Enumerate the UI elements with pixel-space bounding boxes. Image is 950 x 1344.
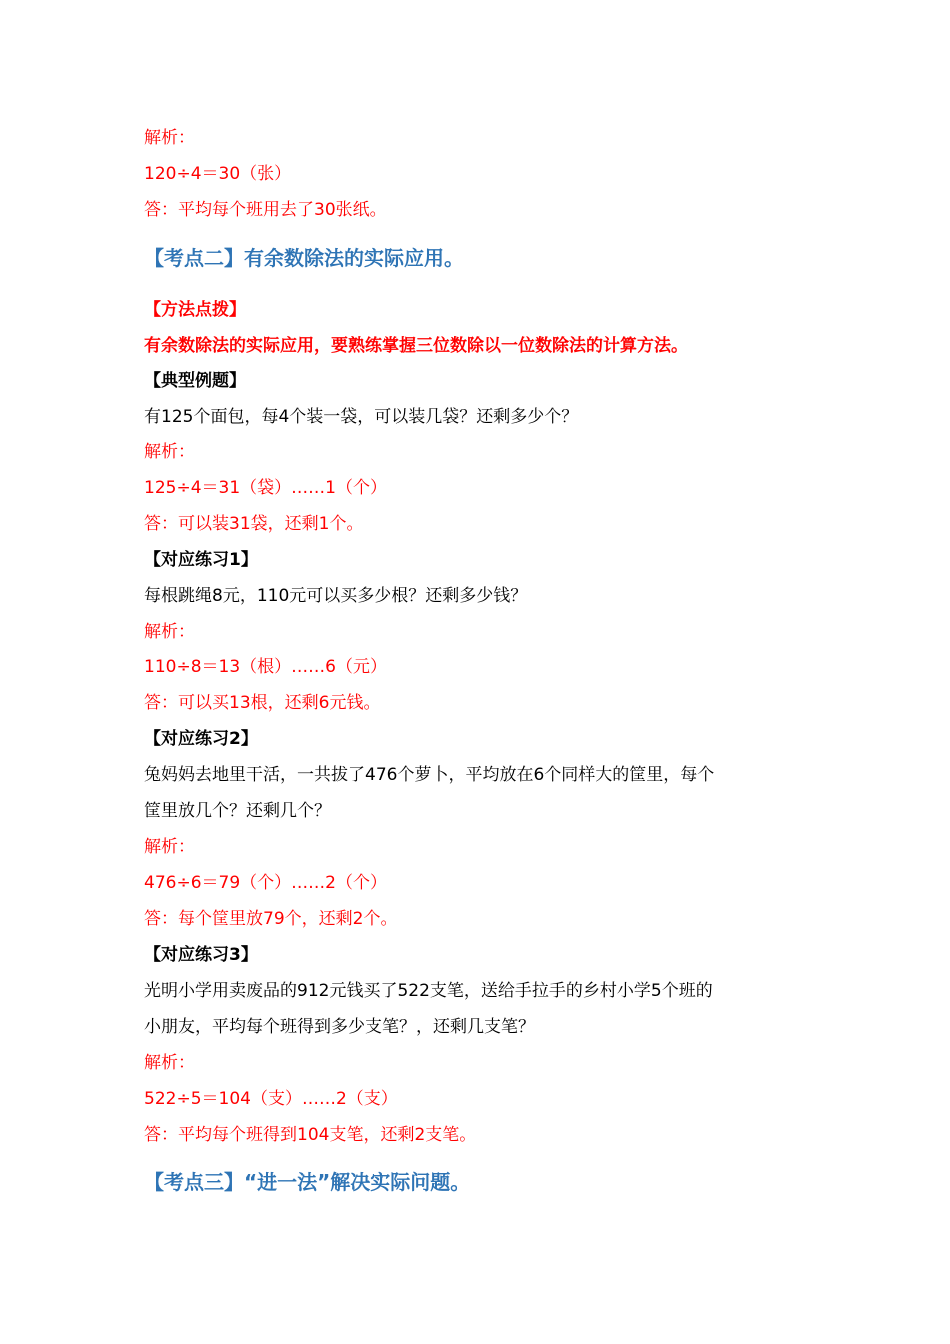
practice2-title: 【对应练习2】 bbox=[144, 729, 258, 749]
example-equation: 125÷4＝31（袋）……1（个） bbox=[144, 478, 387, 498]
practice2-answer: 答：每个筐里放79个，还剩2个。 bbox=[144, 909, 398, 929]
analysis-label: 解析： bbox=[144, 128, 195, 148]
practice3-equation: 522÷5＝104（支）……2（支） bbox=[144, 1089, 398, 1109]
practice2-analysis-label: 解析： bbox=[144, 837, 195, 857]
practice3-title: 【对应练习3】 bbox=[144, 945, 258, 965]
practice1-title: 【对应练习1】 bbox=[144, 550, 258, 570]
practice3-answer: 答：平均每个班得到104支笔，还剩2支笔。 bbox=[144, 1125, 477, 1145]
example-analysis-label: 解析： bbox=[144, 442, 195, 462]
practice1-analysis-label: 解析： bbox=[144, 622, 195, 642]
method-text: 有余数除法的实际应用，要熟练掌握三位数除以一位数除法的计算方法。 bbox=[144, 336, 688, 356]
example-question: 有125个面包，每4个装一袋，可以装几袋？还剩多少个？ bbox=[144, 407, 579, 427]
practice2-question-line1: 兔妈妈去地里干活，一共拔了476个萝卜，平均放在6个同样大的筐里，每个 bbox=[144, 765, 715, 785]
practice2-equation: 476÷6＝79（个）……2（个） bbox=[144, 873, 387, 893]
practice1-question: 每根跳绳8元，110元可以买多少根？还剩多少钱？ bbox=[144, 586, 528, 606]
equation: 120÷4＝30（张） bbox=[144, 164, 292, 184]
practice2-question-line2: 筐里放几个？还剩几个？ bbox=[144, 801, 331, 821]
practice1-answer: 答：可以买13根，还剩6元钱。 bbox=[144, 693, 381, 713]
example-title: 【典型例题】 bbox=[144, 371, 246, 391]
section-heading-3: 【考点三】“进一法”解决实际问题。 bbox=[144, 1170, 471, 1194]
section-heading-2: 【考点二】有余数除法的实际应用。 bbox=[144, 246, 464, 270]
example-answer: 答：可以装31袋，还剩1个。 bbox=[144, 514, 364, 534]
practice3-question-line2: 小朋友，平均每个班得到多少支笔？，还剩几支笔？ bbox=[144, 1017, 535, 1037]
answer: 答：平均每个班用去了30张纸。 bbox=[144, 200, 387, 220]
practice3-analysis-label: 解析： bbox=[144, 1053, 195, 1073]
practice1-equation: 110÷8＝13（根）……6（元） bbox=[144, 657, 387, 677]
practice3-question-line1: 光明小学用卖废品的912元钱买了522支笔，送给手拉手的乡村小学5个班的 bbox=[144, 981, 713, 1001]
method-title: 【方法点拨】 bbox=[144, 300, 246, 320]
